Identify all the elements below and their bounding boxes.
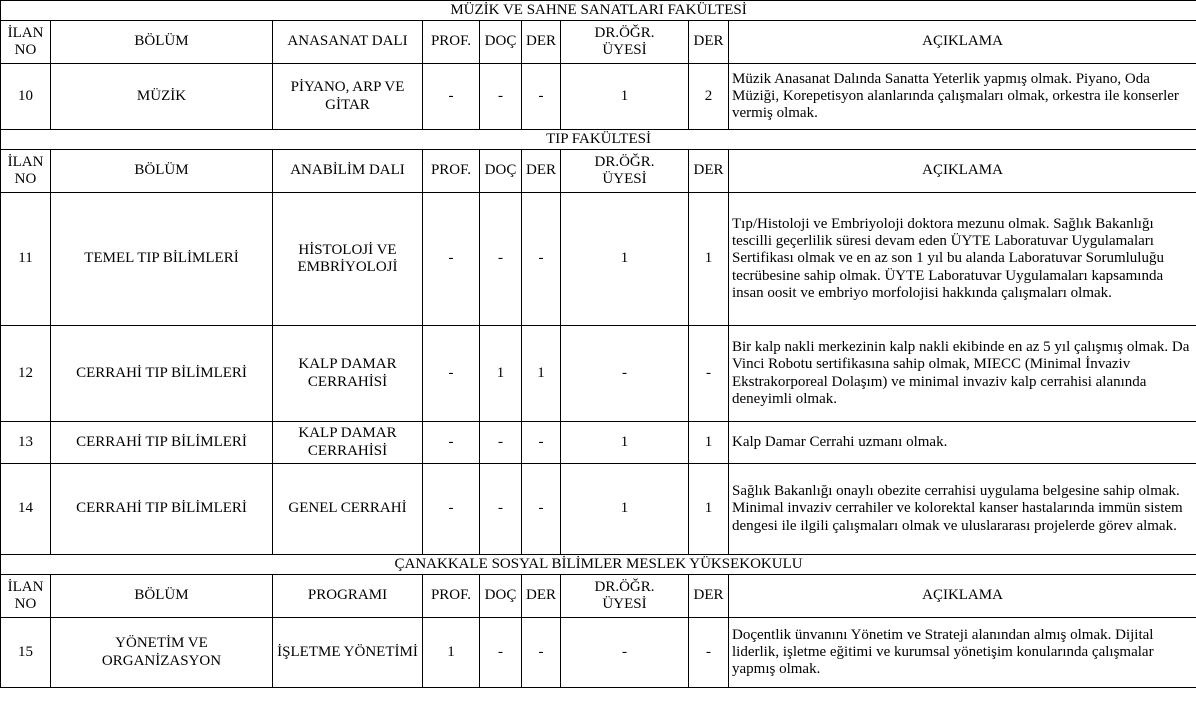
prof-count: - (423, 326, 480, 422)
header-der: DER (522, 21, 561, 64)
table-row (1, 422, 1196, 464)
header-doc: DOÇ (480, 21, 522, 64)
ilan-no: 14 (1, 464, 51, 555)
header-ilan-no: İLAN NO (1, 21, 51, 64)
doc-count: 1 (480, 326, 522, 422)
table-row (1, 64, 1196, 130)
header-dr-ogr: DR.ÖĞR. ÜYESİ (561, 21, 689, 64)
der-1: 1 (522, 326, 561, 422)
header-ilan-no: İLAN NO (1, 575, 51, 618)
prof-count: - (423, 64, 480, 130)
header-bolum: BÖLÜM (51, 575, 273, 618)
header-doc: DOÇ (480, 575, 522, 618)
dal: İŞLETME YÖNETİMİ (273, 618, 423, 688)
dr-count: 1 (561, 464, 689, 555)
der-1: - (522, 193, 561, 326)
der-2: 1 (689, 464, 729, 555)
der-1: - (522, 618, 561, 688)
dal: PİYANO, ARP VE GİTAR (273, 64, 423, 130)
section-title: TIP FAKÜLTESİ (1, 130, 1196, 150)
der-1: - (522, 464, 561, 555)
table-row (1, 326, 1196, 422)
der-2: 2 (689, 64, 729, 130)
der-2: 1 (689, 193, 729, 326)
prof-count: - (423, 422, 480, 464)
dal: GENEL CERRAHİ (273, 464, 423, 555)
der-2: - (689, 326, 729, 422)
header-bolum: BÖLÜM (51, 150, 273, 193)
ilan-no: 13 (1, 422, 51, 464)
header-aciklama: AÇIKLAMA (729, 575, 1196, 618)
header-row (1, 150, 1196, 193)
doc-count: - (480, 193, 522, 326)
aciklama: Müzik Anasanat Dalında Sanatta Yeterlik yapmış olmak. Piyano, Oda Müziği, Korepetisyon alanlarında çalışmaları olmak, orkestra ile konserler vermiş olmak. (729, 64, 1196, 130)
header-prof: PROF. (423, 21, 480, 64)
header-prof: PROF. (423, 575, 480, 618)
der-1: - (522, 64, 561, 130)
bolum: TEMEL TIP BİLİMLERİ (51, 193, 273, 326)
doc-count: - (480, 464, 522, 555)
header-dr-ogr: DR.ÖĞR. ÜYESİ (561, 575, 689, 618)
bolum: CERRAHİ TIP BİLİMLERİ (51, 326, 273, 422)
header-dal: PROGRAMI (273, 575, 423, 618)
section-title-row (1, 555, 1196, 575)
doc-count: - (480, 64, 522, 130)
header-row (1, 575, 1196, 618)
der-2: - (689, 618, 729, 688)
header-dal: ANABİLİM DALI (273, 150, 423, 193)
header-prof: PROF. (423, 150, 480, 193)
dal: HİSTOLOJİ VE EMBRİYOLOJİ (273, 193, 423, 326)
prof-count: - (423, 464, 480, 555)
der-2: 1 (689, 422, 729, 464)
header-row (1, 21, 1196, 64)
section-title: ÇANAKKALE SOSYAL BİLİMLER MESLEK YÜKSEKOKULU (1, 555, 1196, 575)
header-ilan-no: İLAN NO (1, 150, 51, 193)
bolum: MÜZİK (51, 64, 273, 130)
aciklama: Kalp Damar Cerrahi uzmanı olmak. (729, 422, 1196, 464)
bolum: CERRAHİ TIP BİLİMLERİ (51, 464, 273, 555)
table-row (1, 464, 1196, 555)
header-aciklama: AÇIKLAMA (729, 150, 1196, 193)
header-der-2: DER (689, 575, 729, 618)
header-der-2: DER (689, 21, 729, 64)
ilan-no: 11 (1, 193, 51, 326)
section-title: MÜZİK VE SAHNE SANATLARI FAKÜLTESİ (1, 1, 1196, 21)
dr-count: 1 (561, 422, 689, 464)
prof-count: - (423, 193, 480, 326)
dr-count: - (561, 618, 689, 688)
dr-count: 1 (561, 193, 689, 326)
table-row (1, 193, 1196, 326)
dr-count: - (561, 326, 689, 422)
header-der-2: DER (689, 150, 729, 193)
der-1: - (522, 422, 561, 464)
dr-count: 1 (561, 64, 689, 130)
aciklama: Bir kalp nakli merkezinin kalp nakli ekibinde en az 5 yıl çalışmış olmak. Da Vinci Robotu sertifikasına sahip olmak, MIECC (Minimal İnvaziv Ekstrakorporeal Dolaşım) ve minimal invaziv kalp cerrahisi alanında deneyimli olmak. (729, 326, 1196, 422)
section-title-row (1, 130, 1196, 150)
prof-count: 1 (423, 618, 480, 688)
aciklama: Tıp/Histoloji ve Embriyoloji doktora mezunu olmak. Sağlık Bakanlığı tescilli geçerlilik süresi devam eden ÜYTE Laboratuvar Uygulamaları Sertifikası olmak ve en az son 1 yıl bu alanda Laboratuvar Sorumluluğu tecrübesine sahip olmak. ÜYTE Laboratuvar Uygulamaları kapsamında insan oosit ve embriyo morfolojisi hakkında çalışmaları olmak. (729, 193, 1196, 326)
doc-count: - (480, 422, 522, 464)
table-row (1, 618, 1196, 688)
aciklama: Sağlık Bakanlığı onaylı obezite cerrahisi uygulama belgesine sahip olmak. Minimal invaziv cerrahiler ve kolorektal kanser hastalarında immün sistem dengesi ile ilgili çalışmaları olmak ve uluslararası projelerde görev almak. (729, 464, 1196, 555)
header-der: DER (522, 575, 561, 618)
header-der: DER (522, 150, 561, 193)
bolum: YÖNETİM VE ORGANİZASYON (51, 618, 273, 688)
header-doc: DOÇ (480, 150, 522, 193)
doc-count: - (480, 618, 522, 688)
ilan-no: 10 (1, 64, 51, 130)
header-dal: ANASANAT DALI (273, 21, 423, 64)
header-bolum: BÖLÜM (51, 21, 273, 64)
dal: KALP DAMAR CERRAHİSİ (273, 422, 423, 464)
ilan-no: 15 (1, 618, 51, 688)
dal: KALP DAMAR CERRAHİSİ (273, 326, 423, 422)
section-title-row (1, 1, 1196, 21)
ilan-no: 12 (1, 326, 51, 422)
header-aciklama: AÇIKLAMA (729, 21, 1196, 64)
aciklama: Doçentlik ünvanını Yönetim ve Strateji alanından almış olmak. Dijital liderlik, işletme eğitimi ve kurumsal yönetişim konularında çalışmalar yapmış olmak. (729, 618, 1196, 688)
bolum: CERRAHİ TIP BİLİMLERİ (51, 422, 273, 464)
header-dr-ogr: DR.ÖĞR. ÜYESİ (561, 150, 689, 193)
